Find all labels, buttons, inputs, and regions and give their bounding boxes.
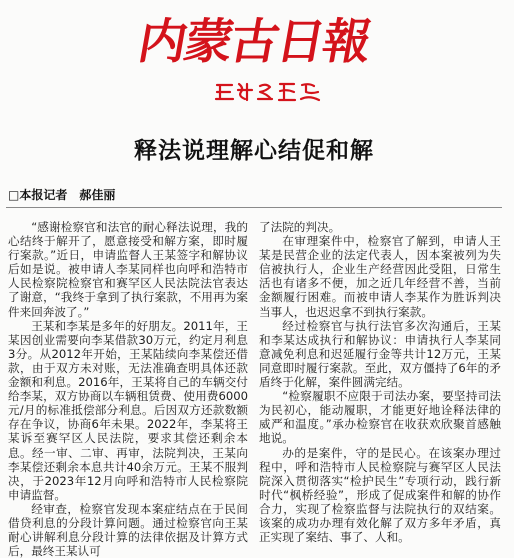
article-paragraph-continued: 了法院的判决。 [259,220,341,234]
article-paragraph: 经审查，检察官发现本案症结点在于民间借贷利息的分段计算问题。通过检察官向王某耐心讲解利息分段计算的法律依据及计算方式后，最终王某认可 [8,501,248,558]
article-paragraph: 王某和李某是多年的好朋友。2011年，王某因创业需要向李某借款30万元，约定月利息3分。从2012年开始，王某陆续向李某偿还借款，由于双方未对账，无法准确查明具体还款金额和利息。2016年，王某将自己的车辆交付给李某，双方协商以车辆租赁费、使用费6000元/月的标准抵偿部分利息。后因双方还款数额存在争议，协商6年未果。2022年，李某将王某诉至赛罕区人民法院，要求其偿还剩余本息。经一审、二审、再审，法院判决，王某向李某偿还剩余本息共计40余万元。王某不服判决，于2023年12月向呼和浩特市人民检察院申请监督。 [8,318,248,502]
article-paragraph: 办的是案件，守的是民心。在该案办理过程中，呼和浩特市人民检察院与赛罕区人民法院深入贯彻落实“检护民生”专项行动，践行新时代“枫桥经验”，形成了促成案件和解的协作合力，实现了检察监督与法院执行的双结案。该案的成功办理有效化解了双方多年矛盾，真正实现了案结、事了、人和。 [259,445,501,545]
article-paragraph: “感谢检察官和法官的耐心释法说理，我的心结终于解开了，愿意接受和解方案，即时履行案款。”近日，申请监督人王某签字和解协议后如是说。被申请人李某同样也向呼和浩特市人民检察院检察官和赛罕区人民法院法官表达了谢意，“我终于拿到了执行案款，不用再为案件来回奔波了。” [8,220,248,319]
byline-author: 郝佳丽 [79,188,116,202]
article-column-right [259,220,501,545]
divider-rule [6,207,502,208]
article-headline: 释法说理解心结促和解 [134,138,374,164]
byline [8,187,115,203]
article-paragraph: “检察履职不应限于司法办案，要坚持司法为民初心，能动履职，才能更好地诠释法律的威严和温度。”承办检察官在收获欢欣聚首感触地说。 [259,389,501,446]
article-paragraph: 经过检察官与执行法官多次沟通后，王某和李某达成执行和解协议：申请执行人李某同意减免利息和迟延履行金等共计12万元，王某同意即时履行案款。至此，双方僵持了6年的矛盾终于化解，案件圆满完结。 [259,318,501,390]
newspaper-masthead-logo: 内蒙古日報 [134,14,374,70]
masthead-script-logo [214,80,322,104]
byline-marker: □ [8,188,20,202]
byline-role: 本报记者 [19,188,68,202]
article-paragraph: 在审理案件中，检察官了解到，申请人王某是民营企业的法定代表人，因本案被列为失信被执行人，企业生产经营因此受阻，日常生活也有诸多不便，加之近几年经营不善，当前金额履行困难。而被申请人李某作为胜诉判决当事人，也迟迟拿不到执行案款。 [259,234,501,319]
article-column-left [8,220,248,558]
